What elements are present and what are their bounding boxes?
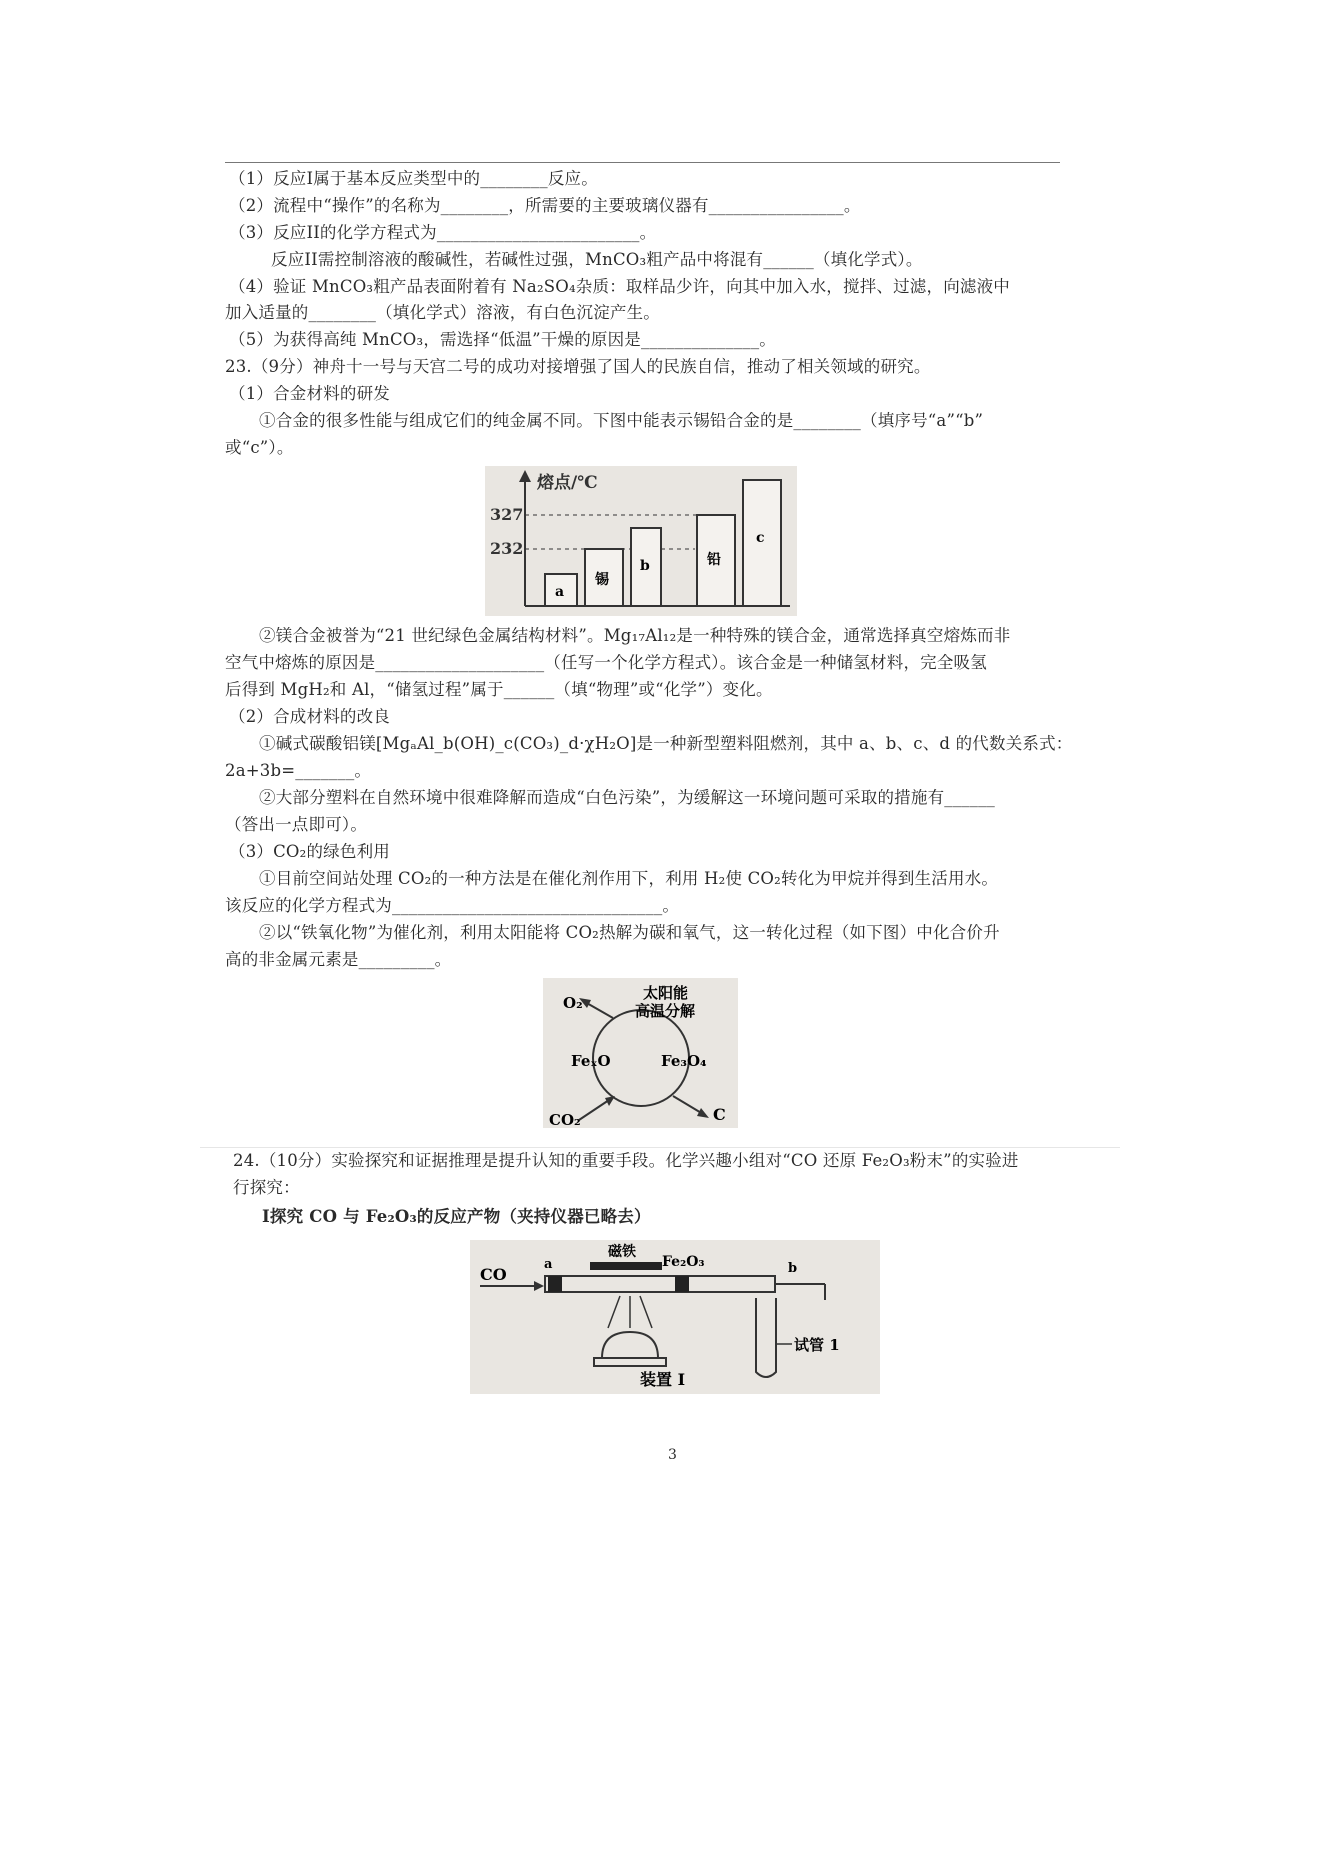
q23-3-a: ①目前空间站处理 CO₂的一种方法是在催化剂作用下，利用 H₂使 CO₂转化为甲烷并得到生活用水。 [259,869,999,888]
stopper-right [675,1276,689,1292]
q23-2-a-cont: 2a+3b=_______。 [225,761,372,780]
fe2o3-label: Fe₂O₃ [662,1254,705,1270]
energy-label-1: 太阳能 [643,984,689,1002]
section-rule [200,1147,1120,1148]
q23-3: （3）CO₂的绿色利用 [229,842,390,861]
alcohol-lamp [602,1332,658,1358]
feo-label: FeₓO [571,1052,611,1070]
flame [608,1296,652,1328]
q23-2-b-cont: （答出一点即可）。 [225,815,368,834]
q23-3-b-cont: 高的非金属元素是_________。 [225,950,452,969]
stopper-left [548,1276,562,1292]
q23-3-b: ②以“铁氧化物”为催化剂，利用太阳能将 CO₂热解为碳和氧气，这一转化过程（如下图）中化合价升 [259,923,1000,942]
q23-1-a: ①合金的很多性能与组成它们的纯金属不同。下图中能表示锡铅合金的是________（填序号“a”“b” [259,411,984,430]
q23-2-a: ①碱式碳酸铝镁[MgₐAl_b(OH)_c(CO₃)_d·χH₂O]是一种新型塑料阻燃剂，其中 a、b、c、d 的代数关系式： [259,734,1073,753]
co-label: CO [480,1265,507,1284]
o2-label: O₂ [563,994,583,1012]
o2-arrow [585,1002,613,1018]
q24-title: 24.（10分）实验探究和证据推理是提升认知的重要手段。化学兴趣小组对“CO 还原 Fe₂O₃粉末”的实验进 [233,1151,1019,1170]
q23-1: （1）合金材料的研发 [229,384,390,403]
glass-tube [545,1276,775,1292]
bar-tin-label: 锡 [595,572,609,588]
melting-point-svg [485,466,797,616]
melting-point-figure [485,466,797,616]
q23-1-a-cont: 或“c”）。 [225,438,294,457]
q24-part1-heading: I探究 CO 与 Fe₂O₃的反应产物（夹持仪器已略去） [262,1207,651,1226]
q24-title-cont: 行探究： [233,1178,300,1197]
header-rule [225,162,1060,163]
q23-title: 23.（9分）神舟十一号与天宫二号的成功对接增强了国人的民族自信，推动了相关领域的研究。 [225,357,931,376]
magnet-label: 磁铁 [608,1244,636,1260]
bar-lead-label: 铅 [707,552,721,568]
q22-4: （4）验证 MnCO₃粗产品表面附着有 Na₂SO₄杂质：取样品少许，向其中加入水，搅拌、过滤，向滤液中 [229,277,1011,296]
energy-label-2: 高温分解 [635,1002,696,1020]
q22-5: （5）为获得高纯 MnCO₃，需选择“低温”干燥的原因是______________。 [229,330,777,349]
q23-1-b-cont2: 后得到 MgH₂和 Al，“储氢过程”属于______（填“物理”或“化学”）变化。 [225,680,773,699]
co2-arrow [579,1100,609,1120]
a-label: a [544,1257,553,1272]
lamp-base [594,1358,666,1366]
co-arrowhead [534,1281,544,1291]
co2-arrowhead [605,1096,615,1106]
fe3o4-label: Fe₃O₄ [661,1052,707,1070]
y-axis-arrow [519,470,531,482]
q23-1-b-cont1: 空气中熔炼的原因是____________________（任写一个化学方程式）。该合金是一种储氢材料，完全吸氢 [225,653,987,672]
co2-label: CO₂ [549,1111,581,1128]
cycle-svg [543,978,738,1128]
c-arrowhead [697,1108,709,1118]
c-label: C [713,1105,726,1124]
q23-1-b: ②镁合金被誉为“21 世纪绿色金属结构材料”。Mg₁₇Al₁₂是一种特殊的镁合金，通常选择真空熔炼而非 [259,626,1011,645]
tick-327: 327 [490,505,524,524]
q22-2: （2）流程中“操作”的名称为________，所需要的主要玻璃仪器有________________。 [229,196,861,215]
bar-a-label: a [555,584,565,600]
y-axis-label: 熔点/℃ [537,473,598,493]
page-number: 3 [668,1447,677,1463]
q22-4-cont: 加入适量的________（填化学式）溶液，有白色沉淀产生。 [225,303,660,322]
apparatus-svg [470,1240,880,1394]
q23-2: （2）合成材料的改良 [229,707,390,726]
bar-b-label: b [640,558,650,574]
magnet [590,1262,662,1270]
q23-2-b: ②大部分塑料在自然环境中很难降解而造成“白色污染”，为缓解这一环境问题可采取的措施有______ [259,788,995,807]
c-arrow [673,1096,703,1114]
b-label: b [788,1261,798,1276]
bar-c-label: c [756,530,765,546]
q22-3-note: 反应II需控制溶液的酸碱性，若碱性过强，MnCO₃粗产品中将混有______（填化学式）。 [271,250,923,269]
tube-label: 试管 1 [794,1336,840,1354]
q22-1: （1）反应I属于基本反应类型中的________反应。 [229,169,598,188]
apparatus-caption: 装置 I [640,1370,686,1389]
q22-3: （3）反应II的化学方程式为________________________。 [229,223,657,242]
apparatus-figure [470,1240,880,1394]
tick-232: 232 [490,539,524,558]
cycle-figure [543,978,738,1128]
q23-3-a-cont: 该反应的化学方程式为________________________________。 [225,896,680,915]
test-tube [756,1298,776,1377]
